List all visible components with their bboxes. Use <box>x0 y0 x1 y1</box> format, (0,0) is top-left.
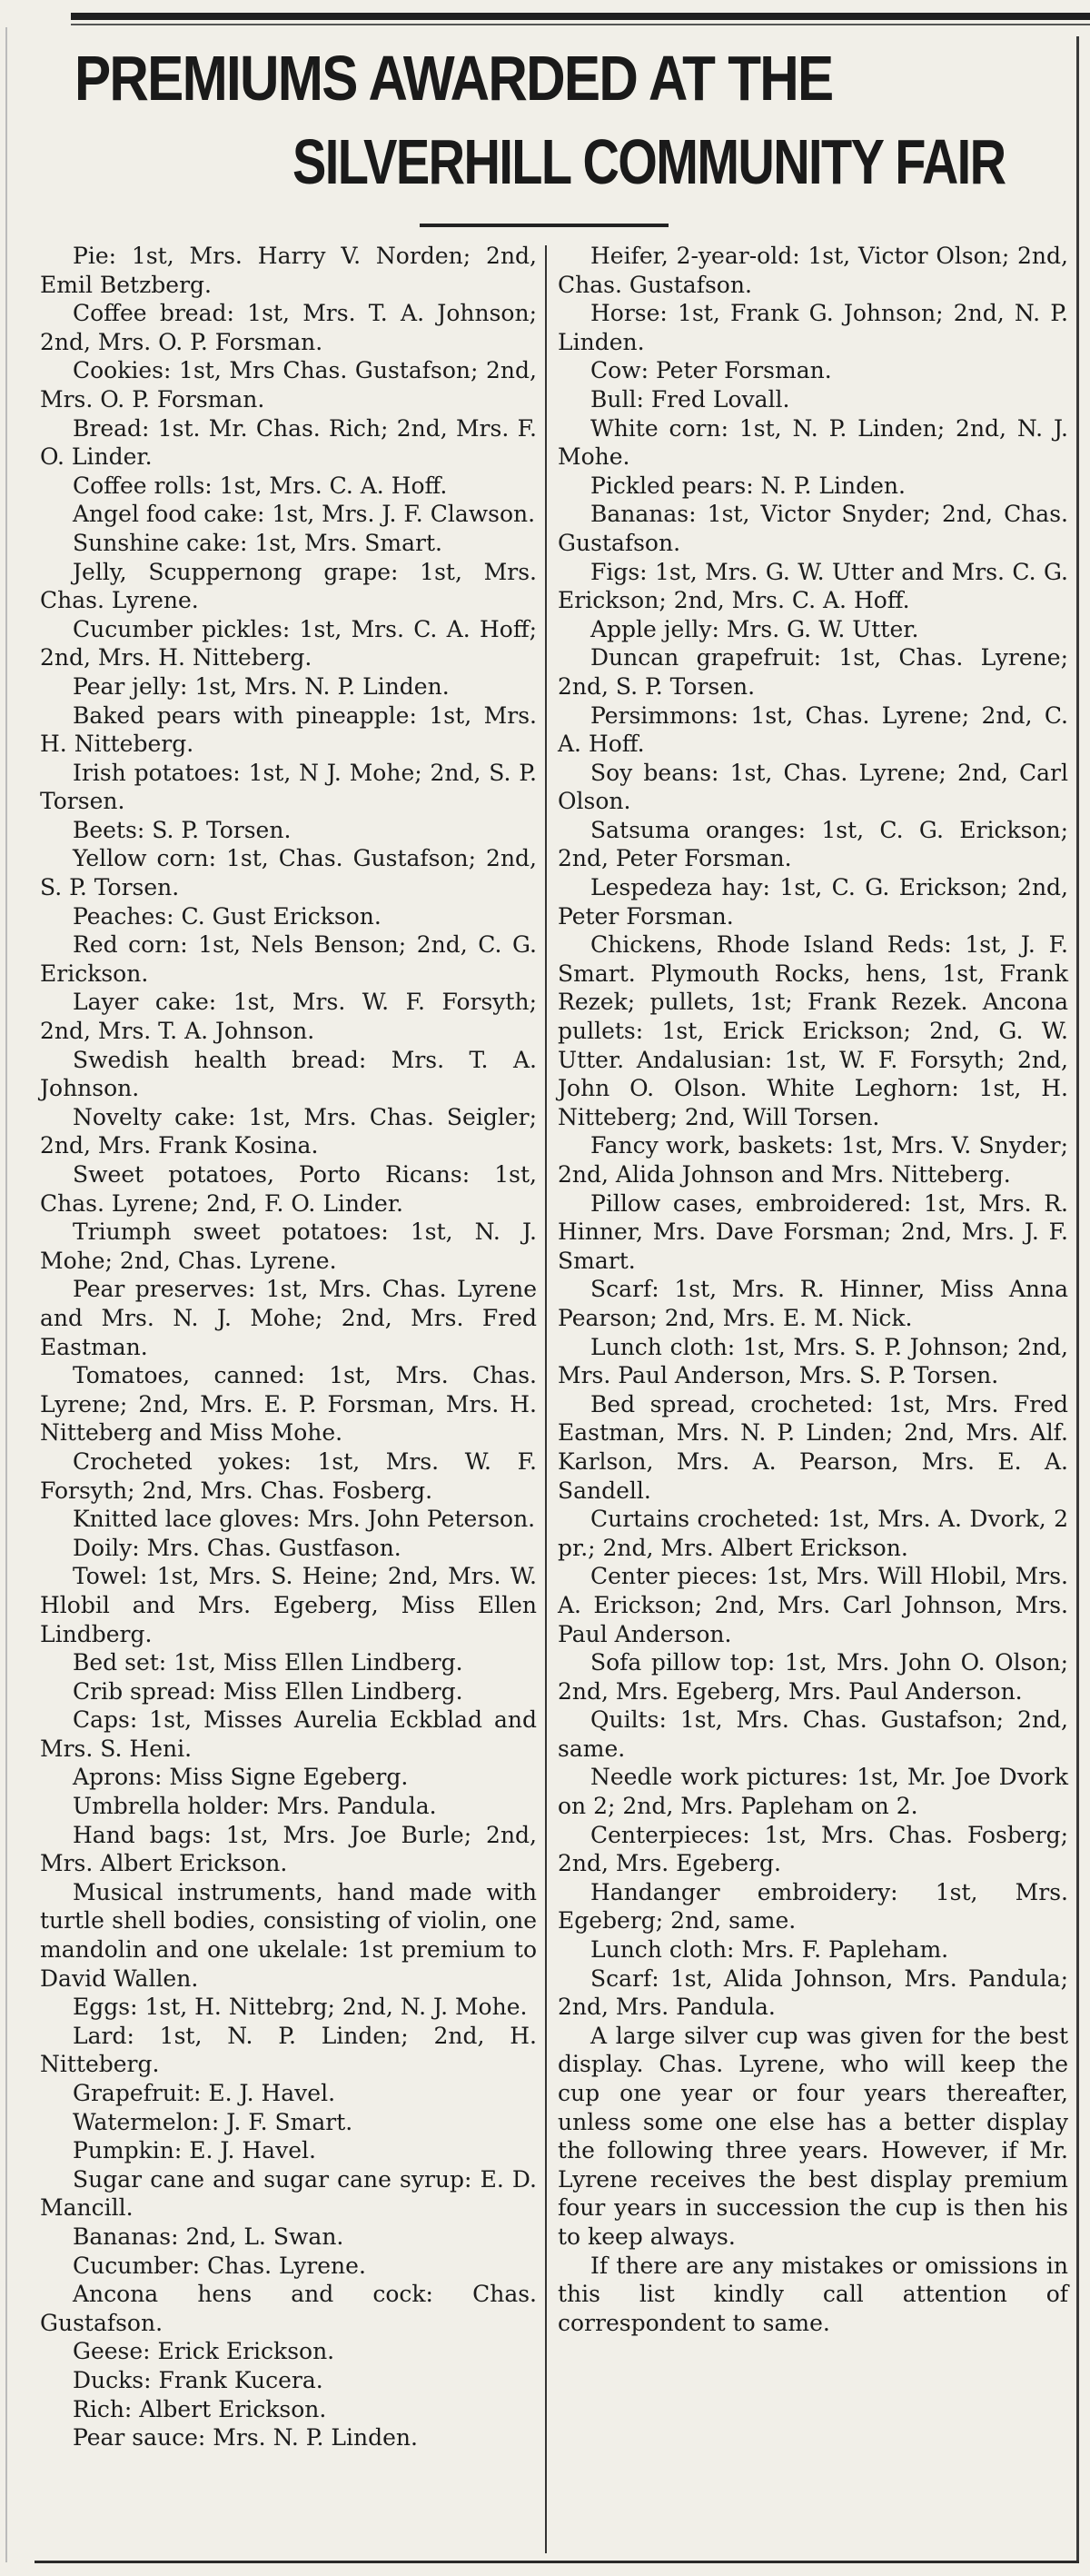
award-entry: Angel food cake: 1st, Mrs. J. F. Clawson. <box>73 501 536 528</box>
page-edge-rule <box>5 27 7 2562</box>
award-entry: Hand bags: 1st, Mrs. Joe Burle; 2nd, Mrs. Albert Erickson. <box>40 1821 537 1877</box>
award-entry: Scarf: 1st, Alida Johnson, Mrs. Pandula; 2nd, Mrs. Pandula. <box>558 1964 1068 2021</box>
award-entry: Sunshine cake: 1st, Mrs. Smart. <box>73 529 442 556</box>
award-entry: Figs: 1st, Mrs. G. W. Utter and Mrs. C. G. Erickson; 2nd, Mrs. C. A. Hoff. <box>558 558 1068 614</box>
award-entry: Irish potatoes: 1st, N J. Mohe; 2nd, S. P. Torsen. <box>40 759 537 815</box>
award-entry: Cucumber pickles: 1st, Mrs. C. A. Hoff; 2nd, Mrs. H. Nitteberg. <box>40 615 537 671</box>
award-entry: Layer cake: 1st, Mrs. W. F. Forsyth; 2nd, Mrs. T. A. Johnson. <box>40 989 537 1045</box>
award-entry: Pickled pears: N. P. Linden. <box>590 472 906 499</box>
top-rule <box>71 13 1090 20</box>
award-entry: Crocheted yokes: 1st, Mrs. W. F. Forsyth; 2nd, Mrs. Chas. Fosberg. <box>40 1447 537 1504</box>
award-entry: Lard: 1st, N. P. Linden; 2nd, H. Nitteberg. <box>40 2022 537 2078</box>
award-entry: Watermelon: J. F. Smart. <box>73 2108 353 2135</box>
award-entry: Scarf: 1st, Mrs. R. Hinner, Miss Anna Pearson; 2nd, Mrs. E. M. Nick. <box>558 1276 1068 1331</box>
award-entry: Grapefruit: E. J. Havel. <box>73 2080 336 2106</box>
award-entry: Soy beans: 1st, Chas. Lyrene; 2nd, Carl Olson. <box>558 759 1068 815</box>
award-entry: Pie: 1st, Mrs. Harry V. Norden; 2nd, Emil Betzberg. <box>40 243 537 298</box>
award-entry: Horse: 1st, Frank G. Johnson; 2nd, N. P. Linden. <box>558 300 1068 355</box>
award-entry: Red corn: 1st, Nels Benson; 2nd, C. G. Erickson. <box>40 931 537 987</box>
award-entry: Centerpieces: 1st, Mrs. Chas. Fosberg; 2nd, Mrs. Egeberg. <box>558 1821 1068 1877</box>
award-entry: Needle work pictures: 1st, Mr. Joe Dvork on 2; 2nd, Mrs. Papleham on 2. <box>558 1764 1068 1820</box>
award-entry: Baked pears with pineapple: 1st, Mrs. H. Nitteberg. <box>40 701 537 758</box>
award-entry: Bed spread, crocheted: 1st, Mrs. Fred Eastman, Mrs. N. P. Linden; 2nd, Mrs. Alf. Karlson, Mrs. A. Pearson, Mrs. E. A. Sandell. <box>558 1390 1068 1504</box>
headline-line-2: SILVERHILL COMMUNITY FAIR <box>292 126 1006 197</box>
award-entry: Pear preserves: 1st, Mrs. Chas. Lyrene and Mrs. N. J. Mohe; 2nd, Mrs. Fred Eastman. <box>40 1276 537 1360</box>
award-entry: Yellow corn: 1st, Chas. Gustafson; 2nd, S. P. Torsen. <box>40 845 537 901</box>
award-entry: Bananas: 1st, Victor Snyder; 2nd, Chas. Gustafson. <box>558 501 1068 556</box>
award-entry: Pumpkin: E. J. Havel. <box>73 2137 316 2164</box>
headline-rule <box>420 224 669 227</box>
award-entry: Cow: Peter Forsman. <box>590 357 832 384</box>
award-entry: Sofa pillow top: 1st, Mrs. John O. Olson; 2nd, Mrs. Egeberg, Mrs. Paul Anderson. <box>558 1649 1068 1705</box>
award-entry: Lunch cloth: Mrs. F. Papleham. <box>590 1936 949 1964</box>
award-entry: Pillow cases, embroidered: 1st, Mrs. R. Hinner, Mrs. Dave Forsman; 2nd, Mrs. J. F. Smart. <box>558 1189 1068 1274</box>
award-entry: Umbrella holder: Mrs. Pandula. <box>73 1793 437 1820</box>
award-entry: Cucumber: Chas. Lyrene. <box>73 2252 366 2279</box>
award-entry: Bananas: 2nd, L. Swan. <box>73 2223 344 2250</box>
award-entry: Towel: 1st, Mrs. S. Heine; 2nd, Mrs. W. Hlobil and Mrs. Egeberg, Miss Ellen Lindberg. <box>40 1563 537 1647</box>
award-entry: Crib spread: Miss Ellen Lindberg. <box>73 1677 463 1705</box>
award-entry: Tomatoes, canned: 1st, Mrs. Chas. Lyrene; 2nd, Mrs. E. P. Forsman, Mrs. H. Nitteberg and Miss Mohe. <box>40 1362 537 1447</box>
award-entry: Chickens, Rhode Island Reds: 1st, J. F. Smart. Plymouth Rocks, hens, 1st, Frank Rezek; pullets, 1st; Frank Rezek. Ancona pullets: 1st, Erick Erickson; 2nd, G. W. Utter. Andalusian: 1st, W. F. Forsyth; 2nd, John O. Olson. White Leghorn: 1st, H. Nitteberg; 2nd, Will Torsen. <box>558 931 1068 1130</box>
award-entry: Sweet potatoes, Porto Ricans: 1st, Chas. Lyrene; 2nd, F. O. Linder. <box>40 1161 537 1217</box>
award-entry: Curtains crocheted: 1st, Mrs. A. Dvork, 2 pr.; 2nd, Mrs. Albert Erickson. <box>558 1506 1068 1561</box>
left-column <box>40 242 537 2452</box>
award-entry: Apple jelly: Mrs. G. W. Utter. <box>590 615 919 642</box>
award-entry: Ancona hens and cock: Chas. Gustafson. <box>40 2281 537 2336</box>
award-entry: Doily: Mrs. Chas. Gustfason. <box>73 1534 401 1561</box>
award-entry: White corn: 1st, N. P. Linden; 2nd, N. J. Mohe. <box>558 414 1068 471</box>
award-entry: Handanger embroidery: 1st, Mrs. Egeberg; 2nd, same. <box>558 1878 1068 1934</box>
award-entry: Peaches: C. Gust Erickson. <box>73 902 382 930</box>
award-entry: Lespedeza hay: 1st, C. G. Erickson; 2nd, Peter Forsman. <box>558 874 1068 930</box>
award-entry: Beets: S. P. Torsen. <box>73 816 292 843</box>
award-entry: Swedish health bread: Mrs. T. A. Johnson. <box>40 1046 537 1102</box>
award-entry: A large silver cup was given for the best display. Chas. Lyrene, who will keep the cup one year or four years thereafter, unless some one else has a better display the following three years. However, if Mr. Lyrene receives the best display premium four years in succession the cup is then his to keep always. <box>558 2022 1068 2250</box>
award-entry: Coffee rolls: 1st, Mrs. C. A. Hoff. <box>73 472 448 499</box>
award-entry: Sugar cane and sugar cane syrup: E. D. Mancill. <box>40 2165 537 2222</box>
award-entry: Quilts: 1st, Mrs. Chas. Gustafson; 2nd, same. <box>558 1706 1068 1762</box>
award-entry: Center pieces: 1st, Mrs. Will Hlobil, Mrs. A. Erickson; 2nd, Mrs. Carl Johnson, Mrs. Paul Anderson. <box>558 1563 1068 1647</box>
award-entry: Novelty cake: 1st, Mrs. Chas. Seigler; 2nd, Mrs. Frank Kosina. <box>40 1103 537 1159</box>
bottom-rule <box>35 2561 1079 2563</box>
top-rule-thin <box>71 24 1090 25</box>
award-entry: If there are any mistakes or omissions in this list kindly call attention of correspondent to same. <box>558 2252 1068 2336</box>
award-entry: Heifer, 2-year-old: 1st, Victor Olson; 2nd, Chas. Gustafson. <box>558 243 1068 298</box>
award-entry: Lunch cloth: 1st, Mrs. S. P. Johnson; 2nd, Mrs. Paul Anderson, Mrs. S. P. Torsen. <box>558 1333 1068 1389</box>
award-entry: Fancy work, baskets: 1st, Mrs. V. Snyder; 2nd, Alida Johnson and Mrs. Nitteberg. <box>558 1132 1068 1188</box>
award-entry: Pear jelly: 1st, Mrs. N. P. Linden. <box>73 672 450 700</box>
award-entry: Cookies: 1st, Mrs Chas. Gustafson; 2nd, Mrs. O. P. Forsman. <box>40 357 537 413</box>
award-entry: Bed set: 1st, Miss Ellen Lindberg. <box>73 1649 463 1676</box>
award-entry: Musical instruments, hand made with turtle shell bodies, consisting of violin, one mandolin and one ukelale: 1st premium to David Wallen. <box>40 1878 537 1992</box>
award-entry: Satsuma oranges: 1st, C. G. Erickson; 2nd, Peter Forsman. <box>558 816 1068 872</box>
right-column <box>558 242 1068 2337</box>
award-entry: Bread: 1st. Mr. Chas. Rich; 2nd, Mrs. F. O. Linder. <box>40 414 537 471</box>
award-entry: Triumph sweet potatoes: 1st, N. J. Mohe; 2nd, Chas. Lyrene. <box>40 1218 537 1274</box>
award-entry: Ducks: Frank Kucera. <box>73 2366 323 2393</box>
award-entry: Duncan grapefruit: 1st, Chas. Lyrene; 2nd, S. P. Torsen. <box>558 644 1068 700</box>
award-entry: Coffee bread: 1st, Mrs. T. A. Johnson; 2nd, Mrs. O. P. Forsman. <box>40 300 537 355</box>
award-entry: Aprons: Miss Signe Egeberg. <box>73 1764 409 1791</box>
award-entry: Pear sauce: Mrs. N. P. Linden. <box>73 2424 418 2452</box>
column-divider <box>545 245 547 2553</box>
award-entry: Jelly, Scuppernong grape: 1st, Mrs. Chas. Lyrene. <box>40 558 537 614</box>
award-entry: Geese: Erick Erickson. <box>73 2338 335 2365</box>
right-column-rule <box>1076 36 1079 2562</box>
award-entry: Caps: 1st, Misses Aurelia Eckblad and Mrs. S. Heni. <box>40 1706 537 1762</box>
award-entry: Knitted lace gloves: Mrs. John Peterson. <box>73 1506 536 1533</box>
award-entry: Eggs: 1st, H. Nittebrg; 2nd, N. J. Mohe. <box>73 1994 528 2021</box>
award-entry: Persimmons: 1st, Chas. Lyrene; 2nd, C. A. Hoff. <box>558 701 1068 758</box>
award-entry: Rich: Albert Erickson. <box>73 2395 327 2422</box>
headline-line-1: PREMIUMS AWARDED AT THE <box>74 43 833 114</box>
award-entry: Bull: Fred Lovall. <box>590 385 790 413</box>
